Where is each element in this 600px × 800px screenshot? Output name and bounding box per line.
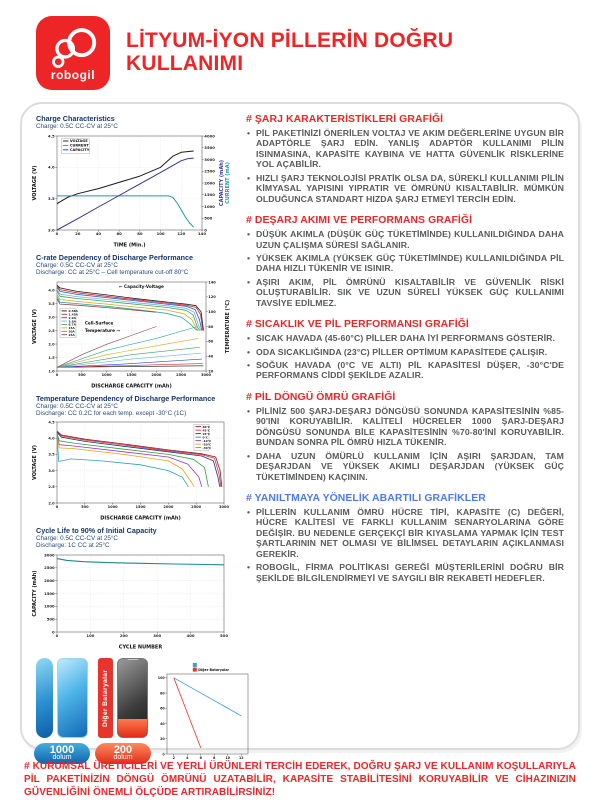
svg-text:8: 8 [213, 755, 216, 760]
robogil-logo [36, 16, 110, 90]
svg-text:40: 40 [160, 721, 165, 726]
svg-text:DISCHARGE CAPACITY (mAh): DISCHARGE CAPACITY (mAh) [91, 383, 172, 389]
section-heading: # YANILTMAYA YÖNELİK ABARTILI GRAFİKLER [246, 492, 486, 504]
svg-text:2000: 2000 [204, 180, 215, 186]
svg-text:3000: 3000 [218, 504, 230, 509]
svg-text:0: 0 [55, 504, 59, 509]
svg-text:80: 80 [160, 690, 165, 695]
bullet-item: • YÜKSEK AKIMLA (YÜKSEK GÜÇ TÜKETİMİNDE) KULLANILDIĞINDA PİL DAHA HIZLI TÜKENİR VE ISINIR. [246, 253, 564, 274]
section-heading: # SICAKLIK VE PİL PERFORMANSI GRAFİĞİ [246, 319, 469, 331]
cycle-life-plot [32, 550, 232, 650]
section-1 [246, 215, 564, 308]
chart-subtitle: Charge: 0.5C CC-CV at 25°C [36, 402, 118, 410]
svg-text:100: 100 [157, 675, 165, 680]
svg-text:25°C: 25°C [202, 432, 211, 437]
svg-text:DISCHARGE CAPACITY (mAh): DISCHARGE CAPACITY (mAh) [100, 515, 181, 522]
section-heading: # ŞARJ KARAKTERİSTİKLERİ GRAFİĞİ [246, 114, 444, 125]
svg-text:TIME (Min.): TIME (Min.) [113, 242, 146, 249]
svg-text:2: 2 [172, 755, 175, 760]
chart-subtitle: Charge: 0.5C CC-CV at 25°C [36, 123, 118, 130]
section-bullets [246, 333, 564, 381]
svg-text:Temperature →: Temperature → [84, 327, 120, 333]
svg-text:100: 100 [156, 231, 165, 237]
svg-text:12: 12 [238, 755, 244, 760]
svg-text:3000: 3000 [204, 157, 215, 163]
svg-text:0: 0 [162, 751, 165, 756]
bullet-item: • PİLİNİZ 500 ŞARJ-DEŞARJ DÖNGÜSÜ SONUNDA KAPASİTESİNİN %85-90'INI KORUYABİLİR. KALİTELİ HÜCRELER 1000 ŞARJ-DEŞARJ DÖNGÜSÜ SONUNDA BİLE KAPASİTESİNİN %70-80'İNİ KORUYABİLİR. BUNDAN SONRA PİL ÖMRÜ HIZLA TÜKENİR. [246, 406, 564, 448]
temperature-discharge-plot [32, 417, 232, 521]
robogil-battery-group [34, 658, 90, 764]
chart-title: C-rate Dependency of Discharge Performance [36, 253, 193, 263]
svg-text:0: 0 [55, 231, 59, 237]
svg-text:2.0: 2.0 [48, 342, 55, 347]
svg-text:60°C: 60°C [202, 425, 211, 430]
section-heading: # DEŞARJ AKIMI VE PERFORMANS GRAFİĞİ [246, 215, 473, 227]
section-heading: # PİL DÖNGÜ ÖMRÜ GRAFİĞİ [246, 391, 396, 403]
svg-text:500: 500 [81, 504, 89, 509]
svg-text:3500: 3500 [204, 145, 215, 151]
section-0 [246, 114, 564, 204]
chart-temperature-discharge [32, 394, 234, 521]
svg-text:CAPACITY (mAh): CAPACITY (mAh) [32, 570, 38, 617]
svg-text:CAPACITY: CAPACITY [69, 148, 90, 153]
other-batteries-banner: Diğer Bataryalar [98, 658, 113, 738]
content-card [20, 102, 580, 762]
svg-text:3.5: 3.5 [47, 196, 55, 202]
chart-title: Charge Characteristics [36, 114, 115, 123]
section-bullets [246, 406, 564, 482]
low-battery-icon [117, 658, 148, 738]
svg-text:200: 200 [119, 632, 128, 638]
svg-text:140: 140 [198, 231, 206, 237]
svg-text:4.0: 4.0 [48, 436, 55, 441]
svg-text:0: 0 [204, 227, 207, 233]
svg-text:60: 60 [116, 231, 122, 237]
charge-characteristics-plot [32, 130, 232, 248]
svg-text:1000: 1000 [101, 372, 112, 377]
svg-text:TEMPERATURE (°C): TEMPERATURE (°C) [225, 299, 231, 353]
svg-text:VOLTAGE (V): VOLTAGE (V) [32, 308, 38, 344]
bullet-item: • DAHA UZUN ÖMÜRLÜ KULLANIM İÇİN AŞIRI ŞARJDAN, TAM DEŞARJDAN VE YÜKSEK AKIMLI DEŞARJDAN (YÜKSEK GÜÇ TÜKETİMİNDEN) KAÇININ. [246, 451, 564, 482]
svg-text:100: 100 [208, 309, 216, 314]
svg-text:3.5: 3.5 [48, 452, 55, 457]
svg-text:3.0: 3.0 [48, 315, 55, 320]
svg-text:2000: 2000 [151, 372, 162, 377]
full-battery-icon [57, 658, 88, 738]
svg-text:500: 500 [220, 632, 228, 638]
svg-text:3.0: 3.0 [47, 227, 55, 233]
svg-text:1000: 1000 [107, 504, 118, 509]
svg-text:2.5: 2.5 [48, 485, 55, 490]
section-bullets [246, 507, 564, 583]
svg-text:20: 20 [75, 231, 81, 237]
robogil-circles-icon [47, 24, 99, 70]
svg-text:4000: 4000 [204, 133, 215, 139]
logo-text: robogil [50, 68, 96, 82]
svg-text:1000: 1000 [44, 603, 55, 609]
svg-text:100: 100 [86, 632, 95, 638]
svg-text:0: 0 [55, 372, 59, 377]
svg-text:40: 40 [95, 231, 102, 237]
chart-cycle-life [32, 526, 234, 649]
bullet-item: • DÜŞÜK AKIMLA (DÜŞÜK GÜÇ TÜKETİMİNDE) KULLANILDIĞINDA DAHA UZUN ÇALIŞMA SÜRESİ SAĞLANIR. [246, 229, 564, 250]
svg-text:2.9A: 2.9A [68, 315, 76, 320]
svg-text:10: 10 [225, 755, 231, 760]
svg-text:-20°C: -20°C [202, 442, 212, 447]
section-2 [246, 319, 564, 381]
svg-text:40: 40 [208, 354, 214, 359]
svg-text:20: 20 [208, 369, 214, 374]
svg-text:80: 80 [208, 324, 214, 329]
svg-text:120: 120 [208, 294, 216, 299]
page-title-line2: KULLANIMI [126, 52, 244, 75]
svg-text:CURRENT (mA): CURRENT (mA) [225, 162, 231, 205]
chart-title: Temperature Dependency of Discharge Performance [36, 393, 216, 403]
svg-text:300: 300 [153, 632, 162, 638]
chart-subtitle: Charge: 0.5C CC-CV at 25°C [36, 535, 118, 543]
text-column [244, 112, 568, 742]
svg-text:2500: 2500 [191, 504, 202, 509]
svg-text:-10°C: -10°C [202, 439, 212, 444]
svg-text:1.45A: 1.45A [68, 312, 78, 317]
svg-text:0.58A: 0.58A [68, 308, 78, 313]
svg-text:4.0: 4.0 [48, 288, 55, 293]
svg-text:20: 20 [160, 736, 165, 741]
page-title [126, 30, 453, 75]
svg-text:0°C: 0°C [202, 435, 209, 440]
svg-text:1000: 1000 [204, 204, 215, 210]
bullet-item: • PİL PAKETİNİZİ ÖNERİLEN VOLTAJ VE AKIM DEĞERLERİNE UYGUN BİR ADAPTÖRLE ŞARJ EDİN. YANLIŞ ADAPTÖR KULLANIMI PİLİN ISINMASINA, KAPASİTE KAYBINA VE HATTA GÜVENLİK RİSKLERİNE YOL AÇABİLİR. [246, 128, 564, 170]
svg-text:5.8A: 5.8A [68, 319, 76, 324]
bullet-item: • HIZLI ŞARJ TEKNOLOJİSİ PRATİK OLSA DA, SÜREKLİ KULLANIMI PİLİN KİMYASAL YAPISINI YIPRATIR VE ÖMRÜNÜ KISALTABİLİR. MÜMKÜN OLDUĞUNCA STANDART HIZDA ŞARJ ETMEYİ TERCİH EDİN. [246, 173, 564, 204]
svg-text:2.0: 2.0 [48, 501, 55, 506]
chart-subtitle: Discharge: 1C CC at 25°C [36, 542, 110, 550]
svg-text:CURRENT: CURRENT [69, 143, 89, 148]
svg-text:4.5: 4.5 [48, 420, 55, 425]
svg-text:0: 0 [55, 632, 59, 638]
bullet-item: • PİLLERİN KULLANIM ÖMRÜ HÜCRE TİPİ, KAPASİTE (C) DEĞERİ, HÜCRE KALİTESİ VE FARKLI KULLANIM SENARYOLARINA GÖRE DEĞİŞİR. BU NEDENLE GERÇEKÇİ BİR KIYASLAMA YAPMAK İÇİN TEST ŞARTLARININ NET OLMASI VE BİLİMSEL DETAYLARIN AÇIKLANMASI GEREKİR. [246, 507, 564, 559]
svg-text:6: 6 [199, 755, 202, 760]
svg-text:1.5: 1.5 [48, 355, 55, 360]
svg-text:140: 140 [208, 280, 216, 285]
section-3 [246, 392, 564, 482]
svg-text:4: 4 [186, 755, 189, 760]
footer-text: # KURUMSAL ÜRETİCİLERİ VE YERLİ ÜRÜNLERİ TERCİH EDEREK, DOĞRU ŞARJ VE KULLANIM KOŞULLARIYLA PİL PAKETİNİZİN DÖNGÜ ÖMRÜNÜ UZATABİLİR, KAPASİTE STABİLİTESİNİ KORUYABİLİR VE CİHAZINIZIN GÜVENLİĞİNİ ÖNEMLİ ÖLÇÜDE ARTIRABİLİRSİNİZ! [24, 761, 576, 798]
svg-text:3000: 3000 [44, 551, 55, 557]
svg-text:80: 80 [137, 231, 143, 237]
bullet-item: • SOĞUK HAVADA (0°C VE ALTI) PİL KAPASİTESİ DÜŞER, -30°C'DE PERFORMANS CİDDİ ŞEKİLDE AZALIR. [246, 360, 564, 381]
svg-text:VOLTAGE (V): VOLTAGE (V) [32, 445, 38, 481]
bad-cycles-count: 200 [113, 743, 133, 756]
svg-text:2500: 2500 [44, 564, 55, 570]
svg-text:CYCLE NUMBER: CYCLE NUMBER [118, 644, 163, 650]
svg-text:45°C: 45°C [202, 428, 211, 433]
section-bullets [246, 229, 564, 308]
svg-text:15A: 15A [68, 325, 75, 330]
svg-text:400: 400 [186, 632, 195, 638]
chart-subtitle: Discharge: CC at 25°C – Cell temperature cut-off 80°C [36, 269, 189, 277]
svg-text:1500: 1500 [44, 590, 55, 596]
svg-text:CAPACITY (mAh): CAPACITY (mAh) [219, 160, 225, 207]
other-battery-group [95, 658, 151, 764]
svg-text:120: 120 [177, 231, 186, 237]
bullet-item: • ROBOGİL, FİRMA POLİTİKASI GEREĞİ MÜŞTERİLERİNİ DOĞRU BİR ŞEKİLDE BİLGİLENDİRMEYİ VE SAYGILI BİR REKABETİ HEDEFLER. [246, 562, 564, 583]
svg-text:2500: 2500 [176, 372, 187, 377]
svg-text:60: 60 [160, 706, 165, 711]
charts-column [32, 112, 244, 762]
svg-text:3.5: 3.5 [48, 301, 55, 306]
svg-text:20A: 20A [68, 329, 75, 334]
battery-comparison-graphic [34, 658, 244, 764]
svg-text:VOLTAGE (V): VOLTAGE (V) [32, 165, 38, 201]
svg-text:500: 500 [204, 215, 213, 221]
section-4 [246, 493, 564, 583]
svg-text:VOLTAGE: VOLTAGE [69, 139, 88, 144]
svg-text:2500: 2500 [204, 168, 215, 174]
good-cycles-unit: dolum [52, 754, 72, 762]
bullet-item: • SICAK HAVADA (45-60°C) PİLLER DAHA İYİ PERFORMANS GÖSTERİR. [246, 333, 564, 343]
svg-text:2.5: 2.5 [48, 328, 55, 333]
chart-crate-discharge [32, 253, 234, 388]
svg-text:3.0: 3.0 [48, 469, 55, 474]
svg-text:3000: 3000 [200, 372, 212, 377]
svg-text:Diğer Bataryalar: Diğer Bataryalar [198, 667, 230, 672]
chart-charge-characteristics [32, 114, 234, 248]
svg-text:500: 500 [46, 616, 55, 622]
svg-text:60: 60 [208, 339, 214, 344]
good-cycles-count: 1000 [49, 743, 75, 756]
blue-capsule-graphic [36, 658, 53, 738]
chart-title: Cycle Life to 90% of Initial Capacity [36, 526, 157, 536]
chart-subtitle: Charge: 0.5C CC-CV at 25°C [36, 262, 118, 270]
svg-text:1500: 1500 [135, 504, 146, 509]
bullet-item: • ODA SICAKLIĞINDA (23°C) PİLLER OPTİMUM KAPASİTEDE ÇALIŞIR. [246, 347, 564, 357]
svg-text:8.7A: 8.7A [68, 322, 76, 327]
section-bullets [246, 128, 564, 204]
svg-text:-30°C: -30°C [202, 446, 212, 451]
svg-text:← Capacity-Voltage: ← Capacity-Voltage [119, 283, 164, 289]
svg-text:500: 500 [78, 372, 86, 377]
crate-discharge-plot [32, 277, 232, 389]
chart-subtitle: Discharge: CC 0.2C for each temp. except -30°C (1C) [36, 409, 187, 417]
svg-text:2000: 2000 [163, 504, 174, 509]
cycle-comparison-mini-plot [156, 660, 252, 764]
svg-text:Cell-Surface: Cell-Surface [84, 320, 114, 326]
svg-text:2000: 2000 [44, 577, 55, 583]
bullet-item: • AŞIRI AKIM, PİL ÖMRÜNÜ KISALTABİLİR VE GÜVENLİK RİSKİ OLUŞTURABİLİR. SIK VE UZUN SÜRELİ YÜKSEK GÜÇ KULLANIMI TAVSİYE EDİLMEZ. [246, 277, 564, 308]
svg-text:4.5: 4.5 [47, 133, 55, 139]
bad-cycles-unit: dolum [113, 754, 133, 762]
footer [24, 760, 576, 799]
header [0, 0, 600, 98]
low-charge-level [118, 719, 147, 737]
svg-text:4.0: 4.0 [47, 164, 55, 170]
page-title-line1: LİTYUM-İYON PİLLERİN DOĞRU [126, 29, 454, 53]
svg-text:1500: 1500 [126, 372, 137, 377]
svg-text:25A: 25A [68, 332, 75, 337]
svg-text:1500: 1500 [204, 192, 215, 198]
svg-text:0: 0 [52, 628, 55, 634]
svg-text:1.0: 1.0 [48, 369, 55, 374]
